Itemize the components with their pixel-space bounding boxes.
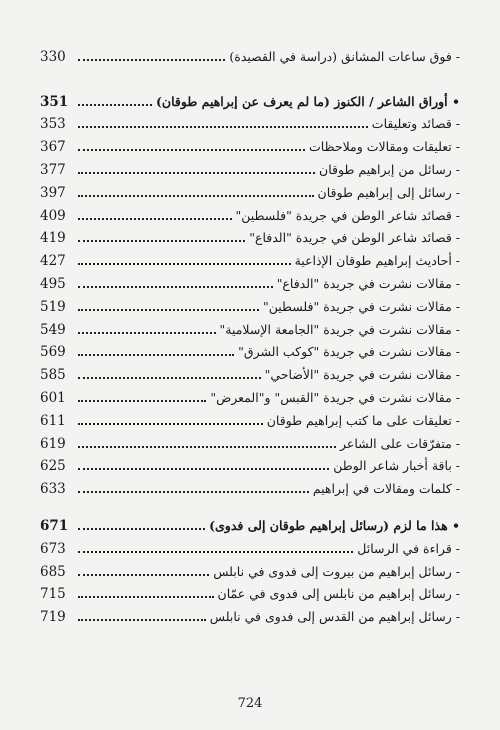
toc-page-number: 719 (40, 609, 66, 626)
toc-page-number: 419 (40, 230, 66, 247)
toc-page-number: 351 (40, 93, 69, 110)
toc-entry-title: • هذا ما لزم (رسائل إبراهيم طوقان إلى فدوى) (209, 517, 460, 533)
toc-page-number: 685 (40, 563, 66, 580)
toc-page-number: 377 (40, 161, 66, 178)
toc-page-number: 549 (40, 321, 66, 338)
dot-leader (78, 148, 305, 151)
toc-entry-title: - مقالات نشرت في جريدة "الدفاع" (276, 275, 460, 291)
toc-page-number: 495 (40, 275, 66, 292)
toc-entry-title: - تعليقات على ما كتب إبراهيم طوقان (266, 412, 460, 428)
dot-leader (78, 217, 232, 220)
dot-leader (78, 573, 209, 576)
toc-entry-title: • أوراق الشاعر / الكنوز (ما لم يعرف عن إبراهيم طوقان) (155, 93, 460, 109)
toc-entry (40, 452, 460, 475)
toc-page-number: 367 (40, 139, 66, 156)
toc-page-number: 611 (40, 412, 66, 429)
toc-entry-title: - رسائل إلى إبراهيم طوقان (317, 184, 460, 200)
toc-entry (40, 132, 460, 155)
toc-entry (40, 360, 460, 383)
toc-page-number: 409 (40, 207, 66, 224)
toc-entry-title: - رسائل إبراهيم من القدس إلى فدوى في نابلس (209, 609, 460, 625)
toc-entry (40, 246, 460, 269)
toc-page-number: 427 (40, 253, 66, 270)
toc-page-number: 671 (40, 517, 69, 534)
toc-entry-title: - قصائد وتعليقات (371, 116, 460, 132)
dot-leader (78, 618, 206, 621)
toc-entry-title: - مقالات نشرت في جريدة "فلسطين" (262, 298, 460, 314)
dot-leader (78, 445, 336, 448)
toc-page-number: 625 (40, 458, 66, 475)
toc-entry (40, 534, 460, 557)
toc-entry-title: - مقالات نشرت في جريدة "كوكب الشرق" (238, 344, 460, 360)
toc-page-number: 673 (40, 540, 66, 557)
toc-entry (40, 602, 460, 625)
dot-leader (78, 527, 205, 530)
toc-entry-title: - رسائل من إبراهيم طوقان (319, 161, 460, 177)
toc-entry-title: - تعليقات ومقالات وملاحظات (309, 139, 460, 155)
toc-entry (40, 224, 460, 247)
spacer (40, 65, 460, 87)
dot-leader (78, 376, 261, 379)
toc-group-1 (40, 42, 460, 65)
toc-entry-title: - رسائل إبراهيم من بيروت إلى فدوى في نابلس (213, 563, 460, 579)
dot-leader (78, 194, 314, 197)
toc-entry (40, 269, 460, 292)
toc-entry-title: - رسائل إبراهيم من نابلس إلى فدوى في عمّان (217, 586, 460, 602)
toc-entry (40, 338, 460, 361)
toc-group-3 (40, 511, 460, 625)
toc-entry-title: - متفرّقات على الشاعر (340, 435, 460, 451)
dot-leader (78, 422, 263, 425)
toc-entry-title: - قراءة في الرسائل (357, 540, 460, 556)
dot-leader (78, 125, 368, 128)
toc-page-number: 715 (40, 586, 66, 603)
toc-entry (40, 292, 460, 315)
dot-leader (78, 490, 309, 493)
toc-page-number: 397 (40, 184, 66, 201)
toc-page-number: 619 (40, 435, 66, 452)
spacer (40, 497, 460, 511)
toc-entry (40, 42, 460, 65)
dot-leader (78, 239, 245, 242)
toc-entry (40, 87, 460, 110)
dot-leader (78, 399, 206, 402)
toc-entry (40, 155, 460, 178)
toc-entry (40, 110, 460, 133)
toc-entry (40, 557, 460, 580)
toc-entry (40, 383, 460, 406)
toc-entry (40, 580, 460, 603)
dot-leader (78, 285, 273, 288)
toc-entry-title: - قصائد شاعر الوطن في جريدة "الدفاع" (249, 230, 460, 246)
toc-entry (40, 511, 460, 534)
toc-entry-title: - مقالات نشرت في جريدة "الأضاحي" (264, 367, 460, 383)
toc-entry (40, 315, 460, 338)
dot-leader (78, 58, 225, 61)
dot-leader (78, 308, 259, 311)
toc-page-number: 569 (40, 344, 66, 361)
toc-page-number: 353 (40, 116, 66, 133)
toc-page-number: 519 (40, 298, 66, 315)
toc-entry-title: - كلمات ومقالات في إبراهيم (312, 481, 460, 497)
dot-leader (78, 595, 214, 598)
dot-leader (78, 467, 329, 470)
toc-page-number: 330 (40, 48, 66, 65)
dot-leader (78, 171, 315, 174)
toc-page-number: 633 (40, 481, 66, 498)
dot-leader (78, 550, 353, 553)
toc-page-number: 585 (40, 367, 66, 384)
toc-entry (40, 178, 460, 201)
dot-leader (78, 353, 234, 356)
table-of-contents (40, 42, 460, 625)
toc-entry-title: - باقة أخبار شاعر الوطن (333, 458, 460, 474)
toc-entry (40, 474, 460, 497)
dot-leader (78, 262, 291, 265)
toc-group-2 (40, 87, 460, 497)
toc-entry (40, 429, 460, 452)
toc-entry (40, 406, 460, 429)
page-number: 724 (237, 696, 263, 711)
toc-entry-title: - مقالات نشرت في جريدة "القبس" و"المعرض" (210, 389, 460, 405)
toc-page-number: 601 (40, 389, 66, 406)
toc-entry (40, 201, 460, 224)
toc-entry-title: - أحاديث إبراهيم طوقان الإذاعية (294, 253, 460, 269)
toc-entry-title: - مقالات نشرت في جريدة "الجامعة الإسلامية" (219, 321, 460, 337)
dot-leader (78, 331, 216, 334)
toc-entry-title: - فوق ساعات المشانق (دراسة في القصيدة) (229, 48, 460, 64)
dot-leader (78, 103, 152, 106)
toc-entry-title: - قصائد شاعر الوطن في جريدة "فلسطين" (235, 207, 460, 223)
